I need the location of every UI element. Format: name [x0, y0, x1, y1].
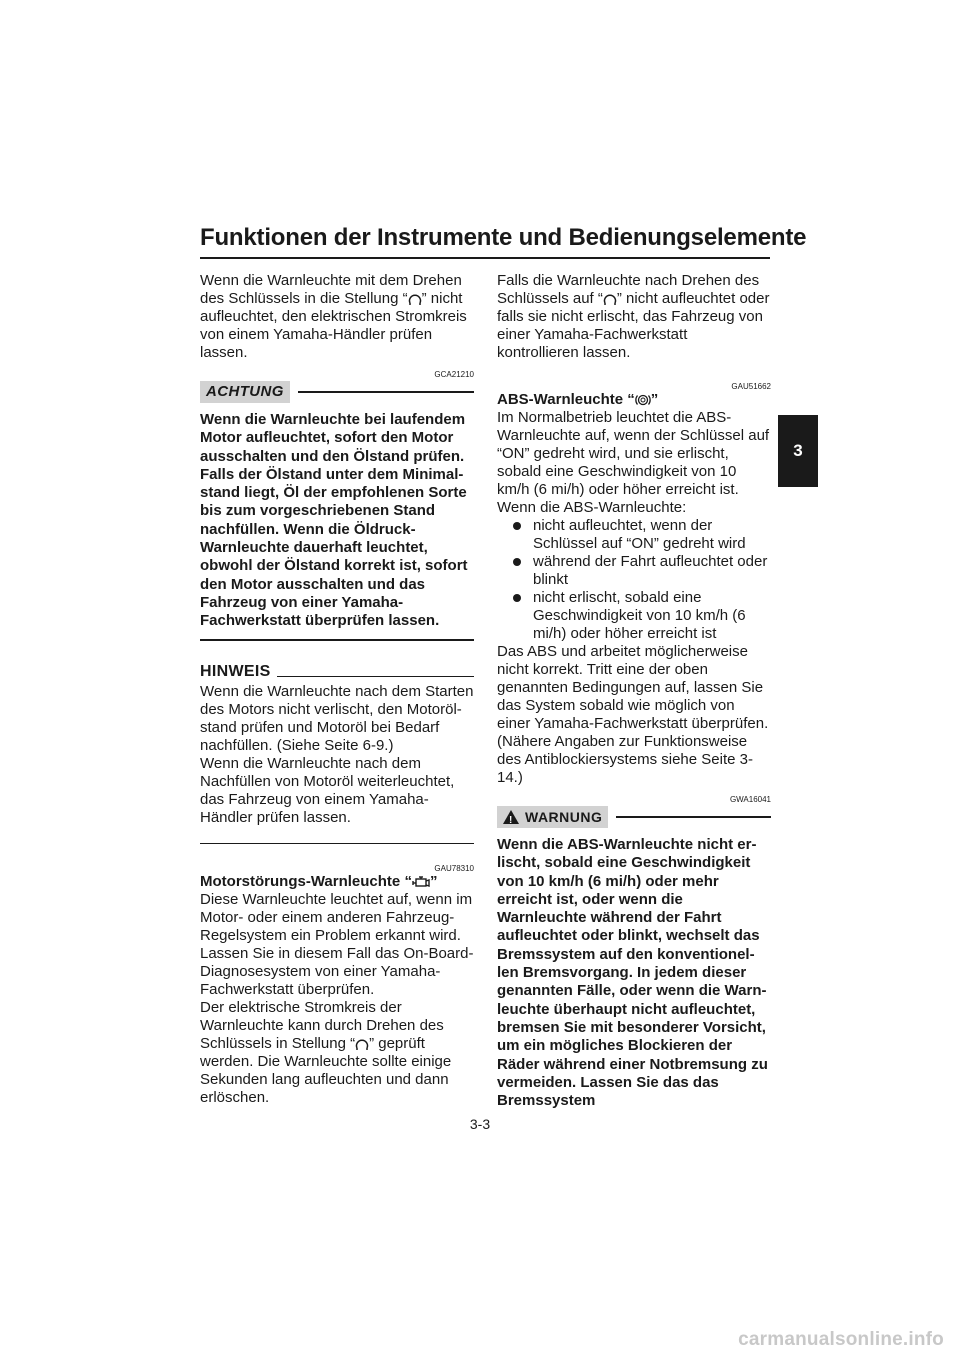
page-title: Funktionen der Instrumente und Bedienungselemente [200, 224, 807, 251]
achtung-label: ACHTUNG [200, 381, 290, 403]
abs-icon [635, 392, 651, 408]
achtung-end-rule [200, 639, 474, 641]
hinweis-header [200, 663, 474, 681]
hinweis-text-2: Wenn die Warnleuchte nach dem Nachfüllen von Motoröl weiterleuchtet, das Fahrzeug von einem Yamaha-Händler prüfen lassen. [200, 754, 455, 826]
achtung-code: GCA21210 [434, 370, 474, 379]
list-item: nicht erlischt, sobald eine Geschwindigkeit von 10 km/h (6 mi/h) oder höher erreicht ist [513, 589, 771, 643]
hinweis-rule [277, 676, 474, 677]
motor-text-2: Der elektrische Stromkreis der Warnleuchte kann durch Drehen des Schlüssels in Stellung “ ” geprüft werden. Die Warnleuchte sollte einige Sekunden lang aufleuchten und dann erlöschen. [200, 998, 452, 1106]
right-column [497, 272, 771, 1110]
engine-check-icon [412, 875, 430, 889]
left-column [200, 272, 474, 1107]
achtung-header [200, 381, 474, 403]
hinweis-label: HINWEIS [200, 662, 271, 680]
abs-condition-list [497, 517, 771, 643]
key-on-icon [408, 292, 422, 306]
achtung-text: Wenn die Warnleuchte bei laufendem Motor aufleuchtet, sofort den Motor ausschalten und den Ölstand prüfen. Falls der Ölstand unter dem Minimalstand liegt, Öl der empfohlenen Sorte bis zum vorgeschriebenen Stand nachfüllen. Wenn die Öldruck-Warnleuchte dauerhaft leuchtet, obwohl der Ölstand korrekt ist, sofort den Motor ausschalten und das Fahrzeug von einer Yamaha-Fachwerkstatt überprüfen lassen. [200, 411, 468, 630]
chapter-tab[interactable]: 3 [778, 415, 818, 487]
right-intro-paragraph: Falls die Warnleuchte nach Drehen des Schlüssels auf “ ” nicht aufleuchtet oder falls sie nicht erlischt, das Fahrzeug von einer Yamaha-Fachwerkstatt kontrollieren lassen. [497, 272, 770, 361]
warnung-label: WARNUNG [525, 809, 603, 825]
intro-paragraph: Wenn die Warnleuchte mit dem Drehen des Schlüssels in die Stellung “ ” nicht aufleuchtet, den elektrischen Stromkreis von einem Yamaha-Händler prüfen lassen. [200, 272, 467, 361]
abs-text-3: Das ABS und arbeitet möglicherweise nicht korrekt. Tritt eine der oben genannten Bedingungen auf, lassen Sie das System sobald wie möglich von einer Yamaha-Fachwerkstatt überprüfen. (Nähere Angaben zur Funktionsweise des Antiblockiersystems siehe Seite 3-14.) [497, 643, 769, 786]
abs-text-2: Wenn die ABS-Warnleuchte: [497, 499, 687, 516]
achtung-rule [298, 391, 474, 393]
warnung-header [497, 806, 771, 828]
header-rule [200, 257, 770, 259]
abs-code: GAU51662 [731, 382, 771, 391]
abs-heading: ABS-Warnleuchte “ ” [497, 391, 659, 408]
page-number: 3-3 [469, 1116, 491, 1132]
list-item: während der Fahrt aufleuchtet oder blinkt [513, 553, 771, 589]
motor-heading: Motorstörungs-Warnleuchte “ ” [200, 872, 438, 890]
hinweis-text-1: Wenn die Warnleuchte nach dem Starten des Motors nicht verlischt, den Motorölstand prüfen und Motoröl bei Bedarf nachfüllen. (Siehe Seite 6-9.) [200, 682, 474, 754]
abs-text-1: Im Normalbetrieb leuchtet die ABS-Warnleuchte auf, wenn der Schlüssel auf “ON” gedreht wird, und sie erlischt, sobald eine Geschwindigkeit von 10 km/h (6 mi/h) oder höher erreicht ist. [497, 409, 770, 498]
list-item: nicht aufleuchtet, wenn der Schlüssel auf “ON” gedreht wird [513, 517, 771, 553]
warnung-code: GWA16041 [729, 795, 771, 804]
motor-code: GAU78310 [434, 863, 474, 873]
warnung-label-box [497, 806, 608, 828]
key-on-icon [355, 1037, 369, 1051]
warning-triangle-icon [503, 810, 519, 824]
warnung-text: Wenn die ABS-Warnleuchte nicht erlischt, sobald eine Geschwindigkeit von 10 km/h (6 mi/h) oder mehr erreicht ist, oder wenn die Warnleuchte während der Fahrt aufleuchtet oder blinkt, wechselt das Bremssystem auf den konventionellen Bremsvorgang. In jedem dieser genannten Fälle, oder wenn die Warnleuchte überhaupt nicht aufleuchtet, bremsen Sie mit besonderer Vorsicht, um ein mögliches Blockieren der Räder während einer Notbremsung zu vermeiden. Lassen Sie das das Bremssystem [497, 836, 768, 1110]
watermark: carmanualsonline.info [738, 1329, 944, 1350]
motor-text-1: Diese Warnleuchte leuchtet auf, wenn im Motor- oder einem anderen Fahrzeug-Regelsystem ein Problem erkannt wird. Lassen Sie in diesem Fall das On-Board-Diagnosesystem von einer Yamaha-Fachwerkstatt überprüfen. [200, 890, 474, 998]
warnung-rule [616, 816, 771, 818]
key-on-icon [603, 292, 617, 306]
hinweis-end-rule [200, 843, 474, 844]
